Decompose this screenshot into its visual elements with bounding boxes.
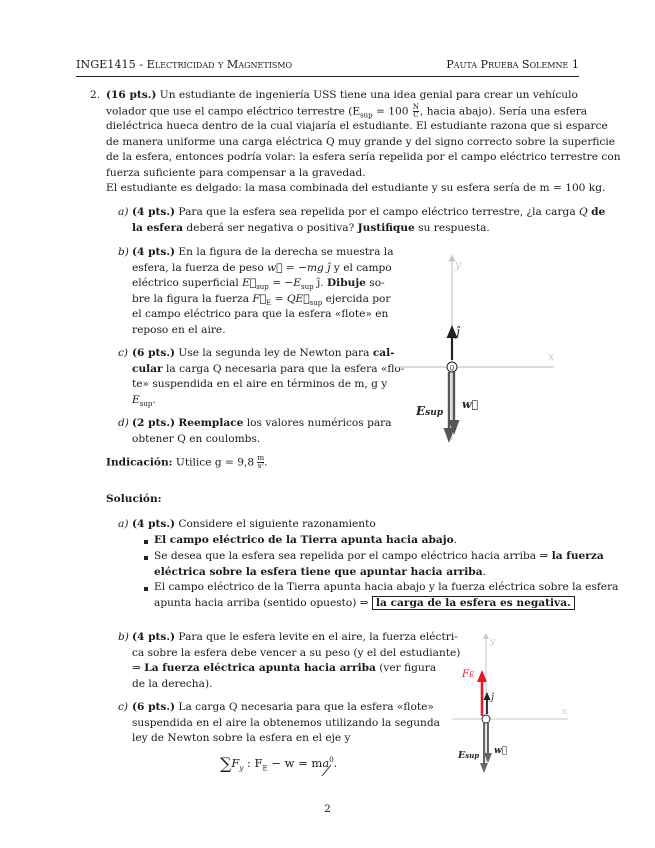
problem-intro-line3: dieléctrica hueca dentro de la cual viajaría el estudiante. El estudiante razona que si esparce — [106, 120, 608, 132]
part-c-line3: te» suspendida en el aire en términos de m, g y — [132, 378, 388, 390]
problem-intro-line6: fuerza suficiente para compensar a la gravedad. — [106, 166, 366, 179]
problem-number: 2. — [90, 89, 101, 101]
charged-sphere — [482, 715, 490, 723]
solution-c-line3: ley de Newton sobre la esfera en el eje y — [132, 732, 351, 744]
bullet — [144, 540, 148, 544]
y-axis-label: y — [455, 258, 462, 271]
problem-intro-line4: de manera uniforme una carga eléctrica Q muy grande y del signo correcto sobre la superficie — [106, 135, 616, 148]
unit-vector-j-label: ĵ — [456, 325, 460, 339]
solution-b-line2: ca sobre la esfera debe vencer a su peso (y el del estudiante) — [132, 646, 461, 659]
y-axis-label: y — [490, 637, 496, 647]
part-b-line4: bre la figura la fuerza $F⃗_E$ = $QE⃗_{sup}$ ejercida por — [132, 292, 391, 307]
sphere-charge-label: Q — [449, 365, 455, 372]
document-title: Pauta Prueba Solemne 1 — [446, 58, 579, 71]
part-c-line2: cular la carga Q necesaria para que la esfera «flo- — [132, 362, 405, 375]
bullet — [144, 587, 148, 591]
solution-b-line3: ⇒ La fuerza eléctrica apunta hacia arriba (ver figura — [132, 662, 437, 674]
weight-vector-label: w⃗ — [462, 398, 479, 411]
page-header — [76, 58, 579, 77]
electric-force-label: FE — [462, 669, 475, 680]
part-b-line2: esfera, la fuerza de peso w⃗ = −mg ĵ y el campo — [132, 261, 392, 274]
solution-c-line2: suspendida en el aire la obtenemos utilizando la segunda — [132, 716, 440, 729]
newton-equation: $\sum F_y$ : $F_E - w$ = ma $^0$. — [220, 756, 337, 772]
electric-field-vector-head — [444, 428, 455, 443]
part-b-label: b) — [118, 246, 129, 258]
hint: Indicación: Utilice g = 9,8 $\frac{m}{\text{s²}}$ . — [106, 454, 268, 470]
part-a-line1: (4 pts.) Para que la esfera sea repelida por el campo eléctrico terrestre, ¿la carga Q de — [132, 206, 606, 218]
problem-mass-line: El estudiante es delgado: la masa combinada del estudiante y su esfera sería de m = 100 kg. — [106, 182, 606, 194]
solution-c-label: c) — [118, 701, 129, 713]
solution-a-bullet2-line1: Se desea que la esfera sea repelida por el campo eléctrico hacia arriba ⇒ la fuerza — [154, 550, 604, 562]
solution-c-line1: (6 pts.) La carga Q necesaria para que la esfera «flote» — [132, 701, 434, 713]
bullet — [144, 556, 148, 560]
solution-b-line4: de la derecha). — [132, 677, 213, 690]
electric-field-label: Esup — [458, 750, 480, 761]
unit-vector-j-head — [484, 692, 491, 700]
figure-forces-solution — [450, 630, 580, 780]
solution-a-intro: (4 pts.) Considere el siguiente razonamiento — [132, 518, 376, 530]
solution-a-bullet1: El campo eléctrico de la Tierra apunta hacia abajo. — [154, 534, 458, 546]
part-a-line2: la esfera deberá ser negativa o positiva? Justifique su respuesta. — [132, 221, 490, 234]
problem-intro-line5: de la esfera, entonces podría volar: la esfera sería repelida por el campo eléctrico terrestre con — [106, 151, 621, 163]
part-d-label: d) — [118, 417, 129, 429]
x-axis-label: x — [548, 350, 555, 363]
course-title: INGE1415 - Electricidad y Magnetismo — [76, 58, 293, 71]
solution-b-line1: (4 pts.) Para que le esfera levite en el aire, la fuerza eléctri- — [132, 631, 458, 643]
electric-field-label: Esup — [416, 404, 444, 418]
page-number: 2 — [324, 803, 331, 815]
electric-field-vector-head — [480, 763, 488, 773]
solution-title: Solución: — [106, 493, 162, 505]
answer-box: la carga de la esfera es negativa. — [372, 596, 575, 610]
solution-a-bullet3-line1: El campo eléctrico de la Tierra apunta hacia abajo y la fuerza eléctrica sobre la esfera — [154, 581, 619, 593]
cancel-stroke — [321, 763, 333, 777]
part-c-label: c) — [118, 347, 129, 359]
problem-intro-line2: volador que use el campo eléctrico terrestre ($E_{sup} = 100$ $\frac{N}{C}$ , hacia abajo). Sería una esfera — [106, 102, 588, 120]
solution-a-label: a) — [118, 518, 129, 530]
part-b-line6: reposo en el aire. — [132, 323, 226, 336]
weight-vector-label: w⃗ — [494, 746, 508, 756]
problem-intro-line1: (16 pts.) Un estudiante de ingeniería USS tiene una idea genial para crear un vehículo — [106, 89, 578, 101]
figure-forces-problem — [392, 250, 562, 450]
y-axis-head — [483, 633, 489, 639]
part-d-line2: obtener Q en coulombs. — [132, 432, 261, 445]
solution-a-bullet3-line2: apunta hacia arriba (sentido opuesto) ⇒ la carga de la esfera es negativa. — [154, 596, 575, 612]
part-b-line3: eléctrico superficial $E⃗_{sup} = -E_{sup}$ ĵ. Dibuje so- — [132, 277, 385, 292]
part-b-line1: (4 pts.) En la figura de la derecha se muestra la — [132, 246, 394, 258]
part-b-line5: el campo eléctrico para que la esfera «flote» en — [132, 308, 389, 320]
part-c-line4: $E_{sup}$. — [132, 393, 156, 408]
problem-points: (16 pts.) — [106, 89, 157, 101]
part-d-line1: (2 pts.) Reemplace los valores numéricos para — [132, 417, 392, 429]
x-axis-label: x — [562, 707, 568, 717]
unit-vector-j-label: ĵ — [491, 693, 494, 703]
solution-a-bullet2-line2: eléctrica sobre la esfera tiene que apuntar hacia arriba. — [154, 565, 486, 578]
weight-vector-head — [484, 753, 492, 763]
part-a-label: a) — [118, 206, 129, 218]
solution-b-label: b) — [118, 631, 129, 643]
part-c-line1: (6 pts.) Use la segunda ley de Newton para cal- — [132, 347, 395, 359]
